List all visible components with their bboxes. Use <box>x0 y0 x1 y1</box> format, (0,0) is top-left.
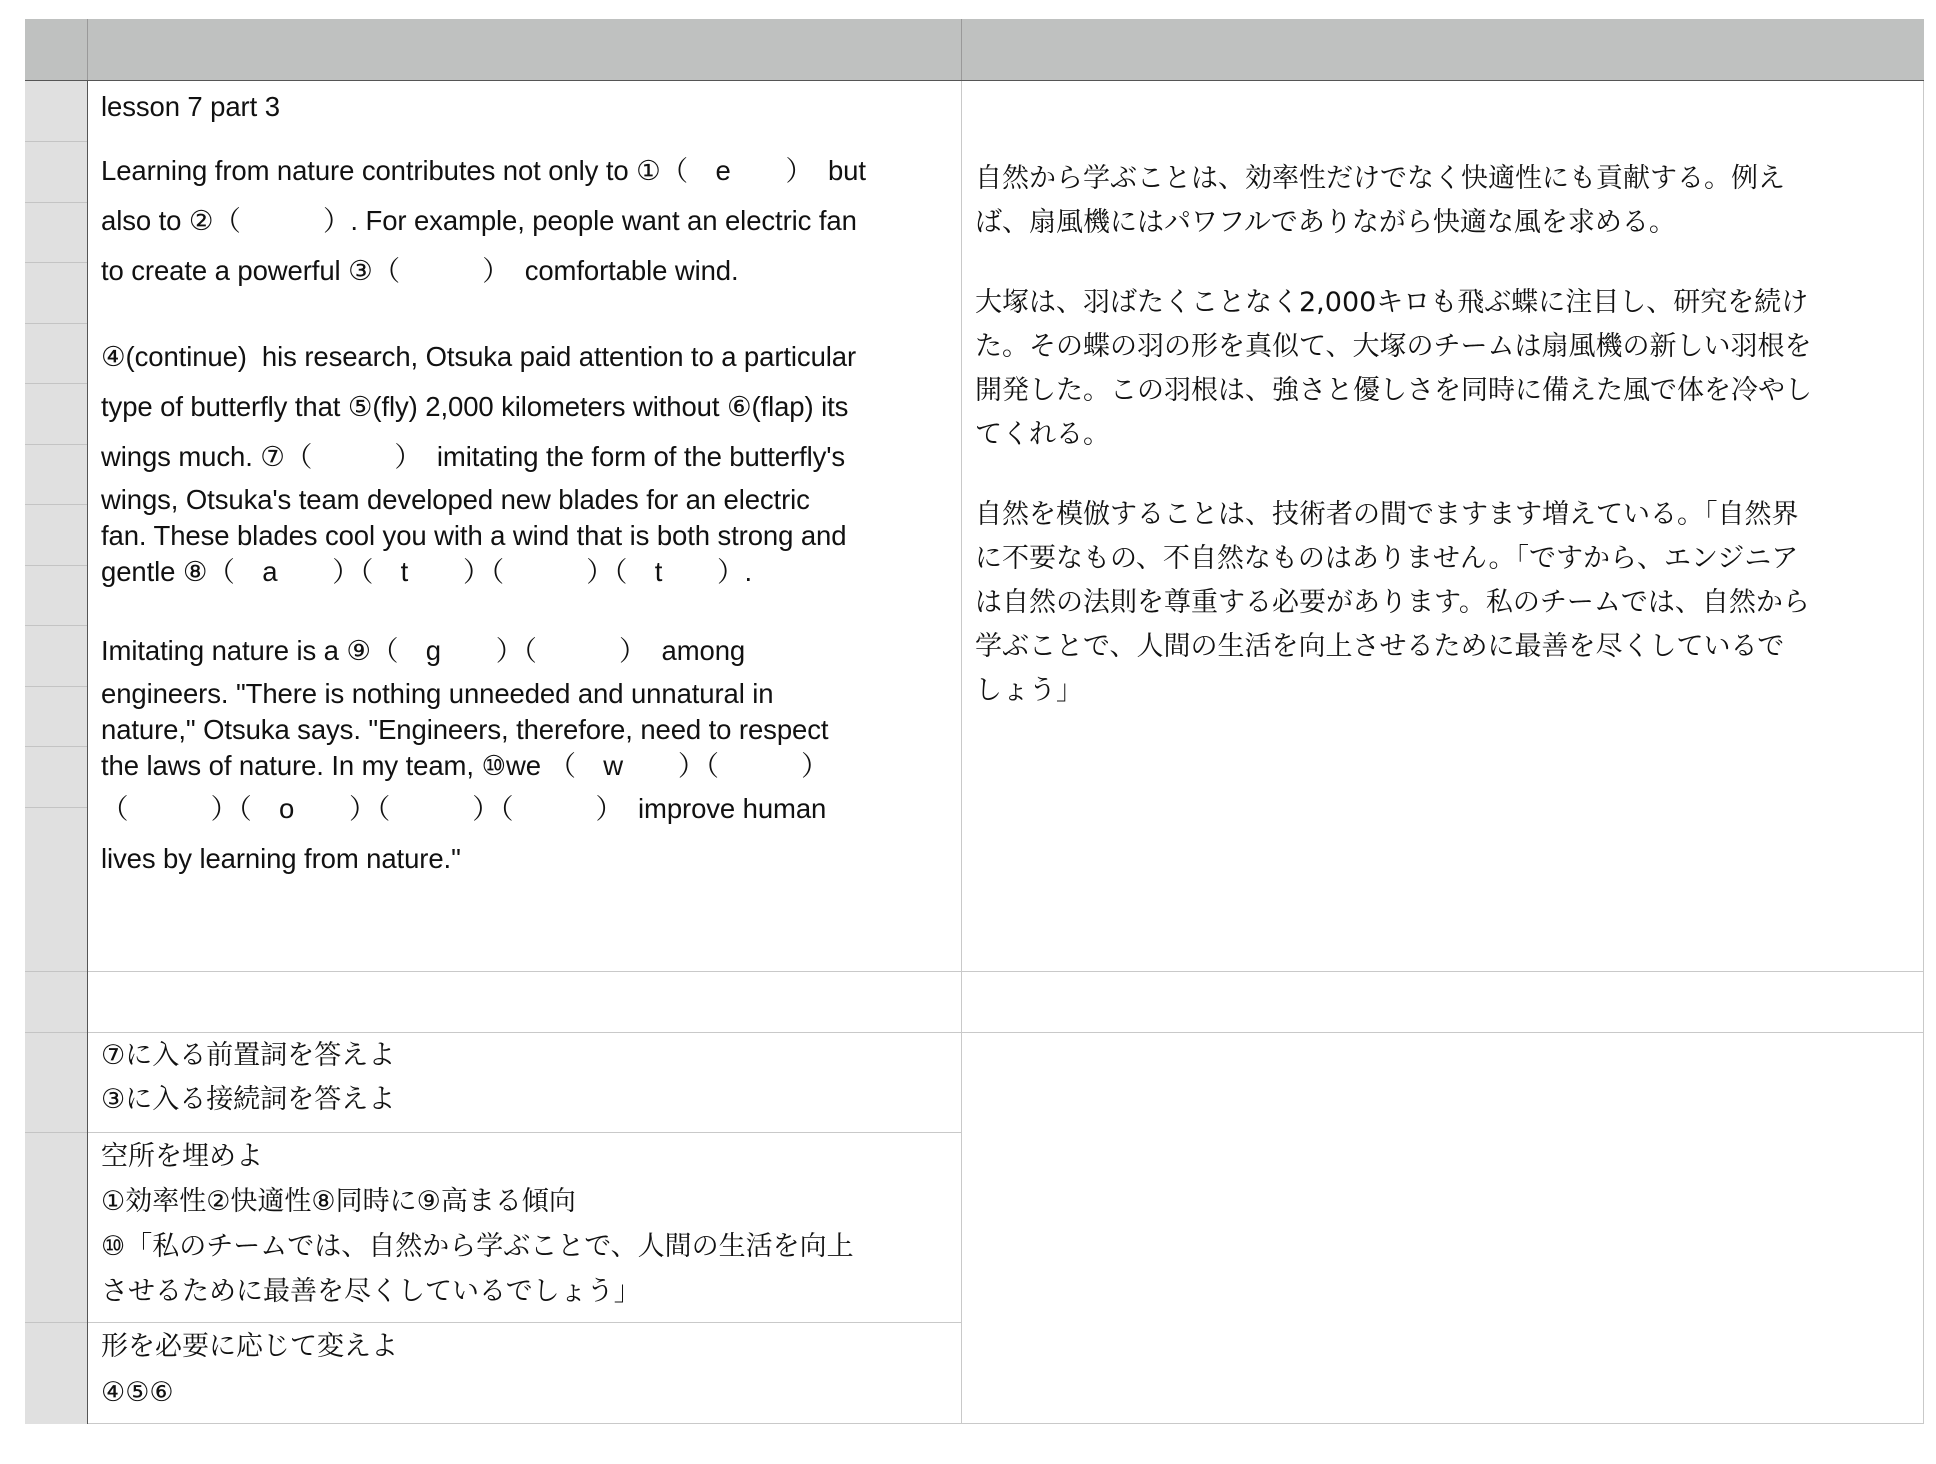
right-border <box>1923 81 1924 1424</box>
row-divider <box>25 202 87 203</box>
row-line <box>88 1322 961 1323</box>
row-divider <box>25 807 87 808</box>
empty-cell-b[interactable] <box>962 972 1923 1032</box>
empty-cell-a[interactable] <box>88 972 961 1032</box>
english-paragraph-3-end: （ ）（ o ）（ ）（ ） improve human lives by learning from nature." <box>101 793 827 874</box>
column-header-row <box>25 19 1924 81</box>
row-divider <box>25 1322 87 1323</box>
english-paragraph-2: ④(continue) his research, Otsuka paid attention to a particular type of butterfly that ⑤(fly) 2,000 kilometers without ⑥(flap) its wings much. ⑦（ ） imitating the form of the butterfly's <box>101 341 857 472</box>
japanese-paragraph-3: 自然を模倣することは、技術者の間でますます増えている。「自然界 に不要なもの、不自然なものはありません。「ですから、エンジニア は自然の法則を尊重する必要があります。私のチームでは、自然から 学ぶことで、人間の生活を向上させるために最善を尽くしているで しょう」 <box>975 499 1810 706</box>
column-header-b[interactable] <box>962 19 1924 80</box>
column-header-a[interactable] <box>88 19 962 80</box>
row-line <box>88 1423 1924 1424</box>
japanese-paragraph-2: 大塚は、羽ばたくことなく2,000キロも飛ぶ蝶に注目し、研究を続け た。その蝶の羽の形を真似て、大塚のチームは扇風機の新しい羽根を 開発した。この羽根は、強さと優しさを同時に備えた風で体を冷やし てくれる。 <box>975 287 1812 450</box>
question-1-text: ⑦に入る前置詞を答えよ ③に入る接続詞を答えよ <box>101 1040 396 1115</box>
english-paragraph-3: Imitating nature is a ⑨（ g ）（ ） among <box>101 635 746 666</box>
lesson-title: lesson 7 part 3 <box>101 91 280 122</box>
row-divider <box>25 323 87 324</box>
question-cell-3[interactable] <box>101 1324 961 1416</box>
row-divider <box>25 746 87 747</box>
row-divider <box>25 141 87 142</box>
row-divider <box>25 383 87 384</box>
row-divider <box>25 625 87 626</box>
question-cell-1[interactable] <box>101 1034 961 1122</box>
row-divider <box>25 262 87 263</box>
japanese-paragraph-1: 自然から学ぶことは、効率性だけでなく快適性にも貢献する。例え ば、扇風機にはパワフルでありながら快適な風を求める。 <box>975 163 1785 238</box>
row-line <box>88 1132 961 1133</box>
row-divider <box>25 686 87 687</box>
row-divider <box>25 444 87 445</box>
spreadsheet <box>25 19 1924 1424</box>
question-2-text: 空所を埋めよ ①効率性②快適性⑧同時に⑨高まる傾向 ⑩「私のチームでは、自然から学ぶことで、人間の生活を向上 させるために最善を尽くしているでしょう」 <box>101 1141 854 1307</box>
row-divider <box>25 565 87 566</box>
answer-cell[interactable] <box>962 1033 1923 1423</box>
japanese-translation-cell[interactable] <box>975 157 1915 713</box>
row-divider <box>25 1132 87 1133</box>
row-divider <box>25 971 87 972</box>
english-passage-cell[interactable] <box>101 86 961 884</box>
english-paragraph-3-cont: engineers. "There is nothing unneeded and unnatural in nature," Otsuka says. "Engineers, therefore, need to respect the laws of nature. In my team, ⑩we （ w ）（ ） <box>101 678 829 781</box>
select-all-corner[interactable] <box>25 19 88 80</box>
row-divider <box>25 504 87 505</box>
english-paragraph-1: Learning from nature contributes not only to ①（ e ） but also to ②（ ）. For example, people want an electric fan to create a powerful ③（ ） comfortable wind. <box>101 155 866 286</box>
row-divider <box>25 1032 87 1033</box>
row-header-gutter[interactable] <box>25 81 88 1424</box>
question-3-text: 形を必要に応じて変えよ ④⑤⑥ <box>101 1331 398 1408</box>
question-cell-2[interactable] <box>101 1134 961 1314</box>
english-paragraph-2-cont: wings, Otsuka's team developed new blades for an electric fan. These blades cool you with a wind that is both strong and gentle ⑧（ a ）（ t ）（ ）（ t ）. <box>101 484 847 587</box>
